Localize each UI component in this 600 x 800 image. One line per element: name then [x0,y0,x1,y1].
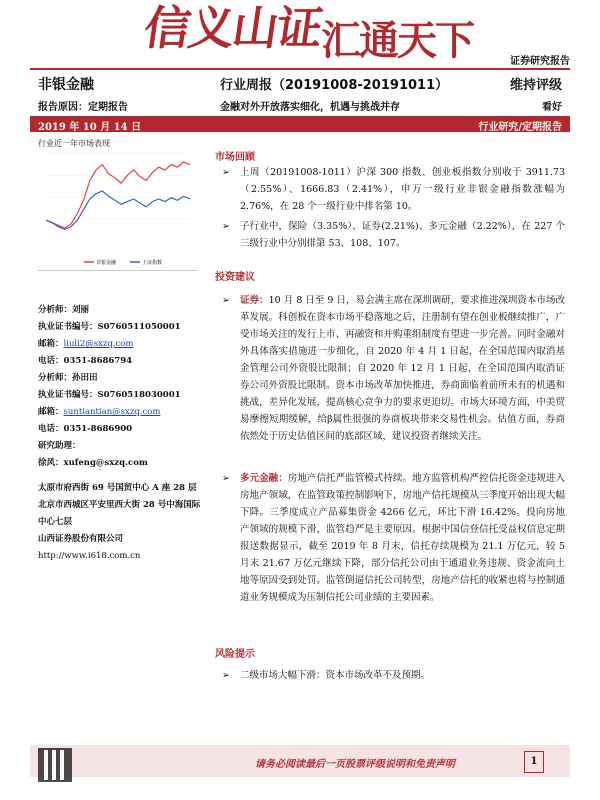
invest-securities-head: 证券： [240,295,269,306]
chart-legend [84,259,162,266]
analyst-1-tel: 电话：0351-8686794 [38,356,133,366]
rating-title: 维持评级 [509,78,562,93]
bullet-icon: ➢ [222,473,230,484]
series-line-nonbank [46,162,190,228]
company-website[interactable]: http://www.i618.com.cn [38,551,141,561]
market-paragraph-2: 子行业中，保险（3.35%）、证券(2.21%)、多元金融（2.22%），在 227 个三级行业中分别排第 53、108、107。 [240,221,565,249]
invest-diversified-text: 房地产信托严监管模式持续。地方监管机构严控信托资金违规进入房地产领域，在监管政策控制影响下，房地产信托规模从三季度开始出现大幅下降。三季度成立产品募集资金 4266 亿元，环比下滑 16.42%。投向房地产领域的规模下滑，监管趋严是主要原因。根据中国信登信托受益权信息定期报送数据显示，截至 2019 年 8 月末，信托存续规模为 21.1 万亿元，较 5 月末 21.67 万亿元继续下降，部分信托公司由于通道业务违规、资金流向土地等原因受到处罚。监管倒逼信托公司转型，房地产信托的收紧也将与控制通道业务规模成为压制信托公司业绩的主要因素。 [240,473,565,603]
analyst-1-name: 分析师：刘丽 [38,305,90,315]
date-bar [30,116,570,132]
footer [30,745,570,777]
qr-code-icon [38,748,72,782]
analyst-1-email-label: 邮箱： [38,339,64,349]
bullet-icon: ➢ [222,221,230,232]
risk-paragraph: 二级市场大幅下滑：资本市场改革不及预期。 [240,670,431,681]
analyst-2-email-label: 邮箱： [38,407,64,417]
bullet-icon: ➢ [222,670,230,681]
chart-title: 行业近一年市场表现 [38,139,110,148]
section-investment-advice: 投资建议 [215,272,255,283]
assistant-contact: 徐风：xufeng@sxzq.com [38,458,148,468]
address-taiyuan: 太原市府西街 69 号国贸中心 A 座 28 层 [38,483,197,493]
rating-value: 看好 [542,102,562,113]
legend-label-index: 上证指数 [142,260,163,266]
analyst-2-email[interactable]: suntiantian@sxzq.com [63,407,161,417]
footer-disclaimer: 请务必阅读最后一页股票评级说明和免责声明 [255,759,455,770]
legend-label-nonbank: 非银金融 [96,260,117,266]
logo-text-1: 信义山证 [140,1,325,55]
address-beijing: 北京市西城区平安里西大街 28 号中海国际中心七层 [38,500,201,527]
assistant-label: 研究助理： [38,441,81,451]
analyst-2-email-row [38,404,203,421]
section-risk: 风险提示 [215,649,255,660]
analyst-1-email[interactable]: liuli2@sxzq.com [63,339,134,349]
chart-lines [46,162,190,230]
analyst-1-cert: 执业证书编号：S0760511050001 [38,322,181,332]
invest-securities [240,292,565,445]
logo-text-2: 汇通天下 [321,17,473,64]
analyst-2-tel: 电话：0351-8686900 [38,424,133,434]
analyst-1-email-row [38,336,203,353]
report-tag: 证券研究报告 [510,56,570,67]
brand-logo [140,0,473,64]
analyst-info [38,302,203,565]
header-divider [30,68,570,70]
analyst-2-name: 分析师：孙田田 [38,373,98,383]
market-paragraph-1: 上周（20191008-1011）沪深 300 指数、创业板指数分别收于 3911.73（2.55%）、1666.83（2.41%），申万一级行业非银金融指数涨幅为 2.76%，在 28 个一级行业中排名第 10。 [240,167,565,212]
invest-diversified [240,470,565,606]
page-number: 1 [524,751,544,773]
invest-securities-text: 10 月 8 日至 9 日，易会满主席在深圳调研，要求推进深圳资本市场改革发展。科创板在资本市场平稳落地之后，注册制有望在创业板继续推广，广受市场关注的发行上市、再融资和并购重组制度有望进一步完善。同时金融对外具体落实措施进一步细化，自 2020 年 4 月 1 日起，在全国范围内取消基金管理公司外资股比限制；自 2020 年 12 月 1 日起，在全国范围内取消证券公司外资股比限制。资本市场改革加快推进，券商面临着前所未有的机遇和挑战，差异化发展，提高核心竞争力的要求更迫切。市场大环境方面，中美贸易摩擦短期缓解，给β属性很强的券商板块带来交易性机会。估值方面，券商依然处于历史估值区间的底部区域，建议投资者继续关注。 [240,295,565,442]
report-type: 行业周报（20191008-20191011） [220,78,449,93]
market-chart [38,150,198,271]
report-date: 2019 年 10 月 14 日 [38,122,142,133]
bullet-icon: ➢ [222,167,230,178]
headline: 金融对外开放落实细化，机遇与挑战并存 [220,102,400,113]
analyst-2-cert: 执业证书编号：S0760518030001 [38,390,181,400]
report-reason: 报告原因：定期报告 [38,102,128,113]
chart-svg [38,150,198,270]
invest-diversified-head: 多元金融： [240,473,288,484]
sector-title: 非银金融 [38,77,94,93]
report-category: 行业研究/定期报告 [478,122,562,133]
section-market-review: 市场回顾 [215,152,255,163]
company-name: 山西证券股份有限公司 [38,534,124,544]
bullet-icon: ➢ [222,295,230,306]
